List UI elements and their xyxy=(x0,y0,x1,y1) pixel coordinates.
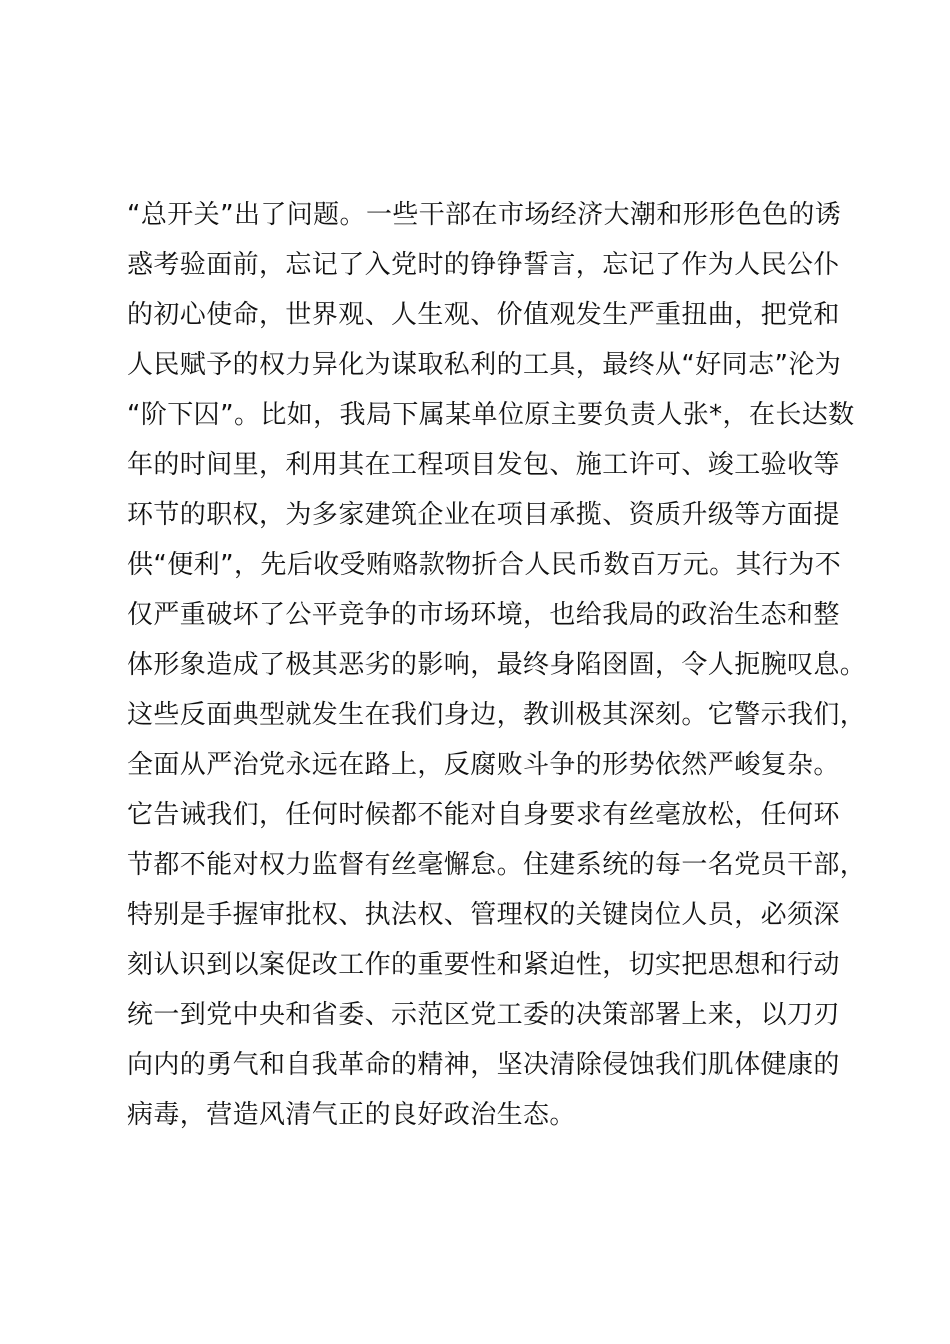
text-line: 这些反面典型就发生在我们身边，教训极其深刻。它警示我们， xyxy=(127,700,867,730)
text-line: 统一到党中央和省委、示范区党工委的决策部署上来，以刀刃 xyxy=(127,1000,840,1030)
text-line: 体形象造成了极其恶劣的影响，最终身陷囹圄，令人扼腕叹息。 xyxy=(127,650,867,680)
text-line: 惑考验面前，忘记了入党时的铮铮誓言，忘记了作为人民公仆 xyxy=(127,250,840,280)
text-line: 全面从严治党永远在路上，反腐败斗争的形势依然严峻复杂。 xyxy=(127,750,840,780)
body-paragraph xyxy=(127,190,867,1140)
text-line: “阶下囚”。比如，我局下属某单位原主要负责人张*，在长达数 xyxy=(127,400,855,430)
text-line: 环节的职权，为多家建筑企业在项目承揽、资质升级等方面提 xyxy=(127,500,840,530)
text-line: 向内的勇气和自我革命的精神，坚决清除侵蚀我们肌体健康的 xyxy=(127,1050,840,1080)
text-line: 它告诫我们，任何时候都不能对自身要求有丝毫放松，任何环 xyxy=(127,800,840,830)
text-line: 仅严重破坏了公平竞争的市场环境，也给我局的政治生态和整 xyxy=(127,600,840,630)
text-line: 特别是手握审批权、执法权、管理权的关键岗位人员，必须深 xyxy=(127,900,840,930)
text-line: 病毒，营造风清气正的良好政治生态。 xyxy=(127,1100,576,1130)
text-line: 供“便利”，先后收受贿赂款物折合人民币数百万元。其行为不 xyxy=(127,550,842,580)
text-line: 年的时间里，利用其在工程项目发包、施工许可、竣工验收等 xyxy=(127,450,840,480)
text-line: “总开关”出了问题。一些干部在市场经济大潮和形形色色的诱 xyxy=(127,200,842,230)
text-line: 刻认识到以案促改工作的重要性和紧迫性，切实把思想和行动 xyxy=(127,950,840,980)
text-line: 人民赋予的权力异化为谋取私利的工具，最终从“好同志”沦为 xyxy=(127,350,842,380)
text-line: 的初心使命，世界观、人生观、价值观发生严重扭曲，把党和 xyxy=(127,300,840,330)
text-line: 节都不能对权力监督有丝毫懈怠。住建系统的每一名党员干部， xyxy=(127,850,867,880)
